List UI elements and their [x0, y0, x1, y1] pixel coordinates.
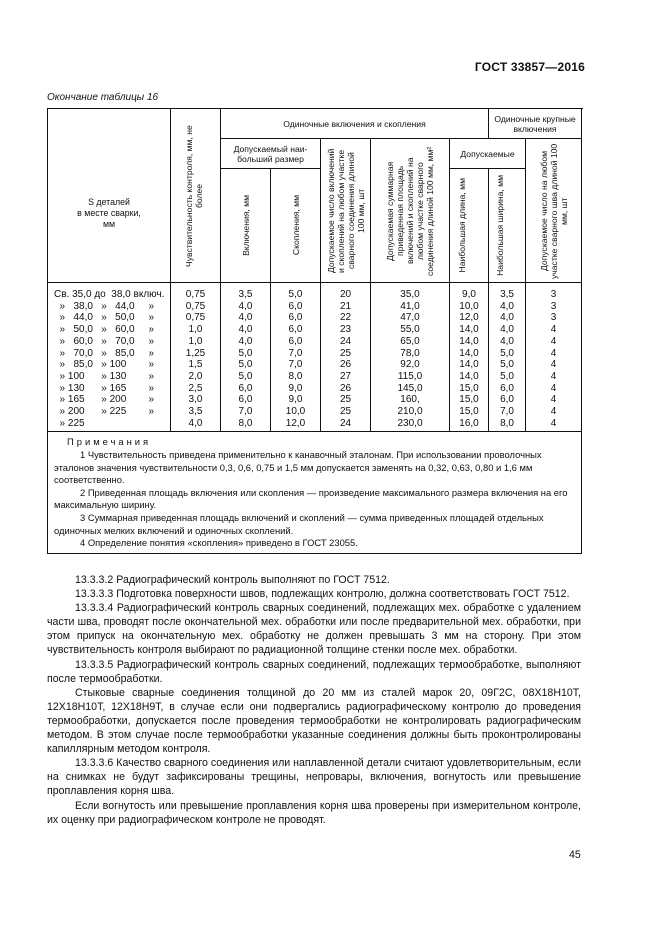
table-cell: 27: [321, 371, 371, 383]
table-cell: 15,0: [450, 406, 489, 418]
table-cell: 3: [526, 312, 582, 324]
table-cell: 23: [321, 324, 371, 336]
table-cell: 0,75: [171, 283, 221, 301]
table-cell: 35,0: [371, 283, 450, 301]
table-row: [48, 418, 582, 432]
table-cell: 210,0: [371, 406, 450, 418]
table-body: [48, 283, 582, 432]
table-cell: 7,0: [271, 348, 321, 360]
table-cell: 20: [321, 283, 371, 301]
table-cell: Св. 35,0 до 38,0 включ.: [48, 283, 171, 301]
table-cell: 65,0: [371, 336, 450, 348]
table-cell: 26: [321, 383, 371, 395]
table-cell: 25: [321, 348, 371, 360]
table-cell: 4,0: [489, 324, 526, 336]
table-cell: 5,0: [221, 359, 271, 371]
table-row: [48, 283, 582, 301]
table-row: [48, 359, 582, 371]
col-inclusions-header: Включения, мм: [221, 169, 271, 283]
group-max-size-header: Допускаемый наи- больший размер: [221, 139, 321, 169]
table-cell: 6,0: [221, 383, 271, 395]
table-cell: 2,0: [171, 371, 221, 383]
table-cell: 25: [321, 394, 371, 406]
table-cell: 160,: [371, 394, 450, 406]
table-cell: 78,0: [371, 348, 450, 360]
table-cell: 6,0: [271, 301, 321, 313]
table-cell: 5,0: [271, 283, 321, 301]
table-cell: 12,0: [271, 418, 321, 432]
table-cell: 0,75: [171, 312, 221, 324]
table-cell: 10,0: [271, 406, 321, 418]
table-cell: 14,0: [450, 336, 489, 348]
table-row: [48, 312, 582, 324]
table-cell: 15,0: [450, 383, 489, 395]
table-cell: 3,5: [221, 283, 271, 301]
table-cell: » 70,0 » 85,0 »: [48, 348, 171, 360]
table-cell: 2,5: [171, 383, 221, 395]
table-cell: 22: [321, 312, 371, 324]
paragraph: 13.3.3.5 Радиографический контроль сварных соединений, подлежащих термообработке, выполняют после термообработки.: [47, 658, 581, 685]
col-large-count-header: Допускаемое число на любом участке сварного шва длиной 100 мм, шт: [526, 139, 582, 283]
table-cell: 15,0: [450, 394, 489, 406]
table-cell: 14,0: [450, 348, 489, 360]
table-cell: 4: [526, 383, 582, 395]
table-cell: 55,0: [371, 324, 450, 336]
table-cell: 230,0: [371, 418, 450, 432]
table-cell: 21: [321, 301, 371, 313]
paragraph: Если вогнутость или превышение проплавления корня шва проверены при измерительном контроле, их оценку при радиографическом контроле не проводят.: [47, 799, 581, 826]
table-cell: » 130 » 165 »: [48, 383, 171, 395]
table-cell: 1,25: [171, 348, 221, 360]
col-thickness-header: S деталей в месте сварки, мм: [48, 109, 171, 283]
paragraph: 13.3.3.4 Радиографический контроль сварных соединений, подлежащих мех. обработке с удалением части шва, проводят после окончательной мех. обработки или после предварительной мех. обработки, при этом припуск на окончательную мех. обработку не должен превышать 3 мм на сторону. При этом чувствительность контроля выбирают по радиационной толщине стенки после мех. обработки.: [47, 602, 581, 657]
standard-designation: ГОСТ 33857—2016: [474, 60, 585, 74]
table-cell: 9,0: [271, 383, 321, 395]
col-clusters-header: Скопления, мм: [271, 169, 321, 283]
table-cell: 4: [526, 418, 582, 432]
table-cell: 5,0: [221, 348, 271, 360]
table-cell: 7,0: [221, 406, 271, 418]
paragraph: 13.3.3.2 Радиографический контроль выполняют по ГОСТ 7512.: [75, 574, 390, 586]
table-row: [48, 336, 582, 348]
table-cell: 115,0: [371, 371, 450, 383]
group-large-header: Одиночные крупные включения: [489, 109, 582, 139]
table-cell: 92,0: [371, 359, 450, 371]
table-notes: [48, 432, 582, 553]
table-cell: 9,0: [450, 283, 489, 301]
table-cell: 6,0: [489, 383, 526, 395]
table-cell: 1,5: [171, 359, 221, 371]
table-cell: 26: [321, 359, 371, 371]
table-cell: » 38,0 » 44,0 »: [48, 301, 171, 313]
table-cell: 10,0: [450, 301, 489, 313]
paragraph: Стыковые сварные соединения толщиной до 20 мм из сталей марок 20, 09Г2С, 08Х18Н10Т, 12Х18Н10Т, 12Х18Н9Т, в случае если они подвергались радиографическому контролю до проведения термообработки, допускается после проведения термообработки не контролировать радиографическим методом. В этом случае после термообработки указанные соединения должны быть проконтролированы капиллярным методом контроля.: [47, 686, 581, 756]
table-cell: 4,0: [489, 336, 526, 348]
table-cell: » 200 » 225 »: [48, 406, 171, 418]
group-single-header: Одиночные включения и скопления: [221, 109, 489, 139]
table-cell: 4,0: [221, 301, 271, 313]
table-cell: 8,0: [221, 418, 271, 432]
col-area-header: Допускаемая суммарная приведенная площадь включений и скоплений на любом участке сварного соединения длиной 100 мм, мм²: [371, 139, 450, 283]
note-3: 3 Суммарная приведенная площадь включений и скоплений — сумма приведенных площадей отдельных одиночных мелких включений и одиночных скоплений.: [54, 512, 544, 536]
table-cell: 4,0: [221, 324, 271, 336]
col-max-width-header: Наибольшая ширина, мм: [489, 169, 526, 283]
body-text: [47, 573, 581, 827]
table-row: [48, 371, 582, 383]
weld-defects-table: [47, 108, 582, 554]
table-cell: 3: [526, 283, 582, 301]
table-cell: 3,5: [489, 283, 526, 301]
table-cell: 7,0: [271, 359, 321, 371]
table-cell: 1,0: [171, 336, 221, 348]
table-cell: 4: [526, 359, 582, 371]
table-cell: » 50,0 » 60,0 »: [48, 324, 171, 336]
note-2: 2 Приведенная площадь включения или скопления — произведение максимального размера включения на его максимальную ширину.: [54, 486, 568, 511]
table-cell: 9,0: [271, 394, 321, 406]
table-cell: » 44,0 » 50,0 »: [48, 312, 171, 324]
table-cell: 6,0: [271, 312, 321, 324]
table-cell: 5,0: [489, 371, 526, 383]
table-cell: 6,0: [489, 394, 526, 406]
table-cell: » 165 » 200 »: [48, 394, 171, 406]
table-row: [48, 394, 582, 406]
table-cell: 4,0: [489, 312, 526, 324]
note-4: 4 Определение понятия «скопления» приведено в ГОСТ 23055.: [80, 537, 358, 549]
table-cell: 4: [526, 336, 582, 348]
note-1: 1 Чувствительность приведена применительно к канавочный эталонам. При использовании проволочных эталонов значения чувствительности 0,3, 0,6, 0,75 и 1,5 мм допускается заменять на 0,32, 0,63, 0,80 и 1,6 мм соответственно.: [54, 449, 542, 486]
table-cell: 6,0: [271, 336, 321, 348]
table-cell: 3,5: [171, 406, 221, 418]
table-cell: 41,0: [371, 301, 450, 313]
table-cell: » 100 » 130 »: [48, 371, 171, 383]
notes-heading: Примечания: [67, 436, 152, 448]
col-count-header: Допускаемое число включений и скоплений на любом участке сварного соединения длиной 100 мм, шт: [321, 139, 371, 283]
table-cell: 3,0: [171, 394, 221, 406]
table-cell: 8,0: [271, 371, 321, 383]
table-cell: 1,0: [171, 324, 221, 336]
group-allowed-header: Допускаемые: [450, 139, 526, 169]
table-cell: 4: [526, 371, 582, 383]
table-cell: 6,0: [271, 324, 321, 336]
table-cell: 14,0: [450, 324, 489, 336]
col-sensitivity-header: Чувствительность контроля, мм, не более: [171, 109, 221, 283]
table-cell: » 225: [48, 418, 171, 432]
table-cell: 3: [526, 301, 582, 313]
table-cell: 4,0: [221, 336, 271, 348]
table-row: [48, 406, 582, 418]
table-cell: 4,0: [489, 301, 526, 313]
table-cell: 145,0: [371, 383, 450, 395]
table-cell: » 85,0 » 100 »: [48, 359, 171, 371]
table-cell: » 60,0 » 70,0 »: [48, 336, 171, 348]
table-cell: 5,0: [489, 348, 526, 360]
table-cell: 4,0: [171, 418, 221, 432]
table-row: [48, 324, 582, 336]
table-cell: 14,0: [450, 371, 489, 383]
table-cell: 24: [321, 418, 371, 432]
table-cell: 16,0: [450, 418, 489, 432]
page-number: 45: [569, 849, 581, 861]
col-max-length-header: Наибольшая длина, мм: [450, 169, 489, 283]
table-cell: 7,0: [489, 406, 526, 418]
table-caption: Окончание таблицы 16: [47, 92, 159, 103]
table-cell: 24: [321, 336, 371, 348]
table-row: [48, 348, 582, 360]
table-cell: 5,0: [489, 359, 526, 371]
table-cell: 4: [526, 394, 582, 406]
table-cell: 0,75: [171, 301, 221, 313]
table-cell: 8,0: [489, 418, 526, 432]
table-cell: 4: [526, 348, 582, 360]
table-cell: 5,0: [221, 371, 271, 383]
table-cell: 4: [526, 406, 582, 418]
table-cell: 4,0: [221, 312, 271, 324]
table-cell: 25: [321, 406, 371, 418]
table-cell: 47,0: [371, 312, 450, 324]
table-row: [48, 383, 582, 395]
table-cell: 14,0: [450, 359, 489, 371]
table-cell: 6,0: [221, 394, 271, 406]
table-row: [48, 301, 582, 313]
paragraph: 13.3.3.3 Подготовка поверхности швов, подлежащих контролю, должна соответствовать ГОСТ 7512.: [75, 588, 570, 601]
table-cell: 4: [526, 324, 582, 336]
paragraph: 13.3.3.6 Качество сварного соединения или наплавленной детали считают удовлетворительным, если на снимках не будут зафиксированы трещины, непровары, включения, вогнутость или превышение проплавления корня шва.: [47, 757, 581, 798]
table-cell: 12,0: [450, 312, 489, 324]
